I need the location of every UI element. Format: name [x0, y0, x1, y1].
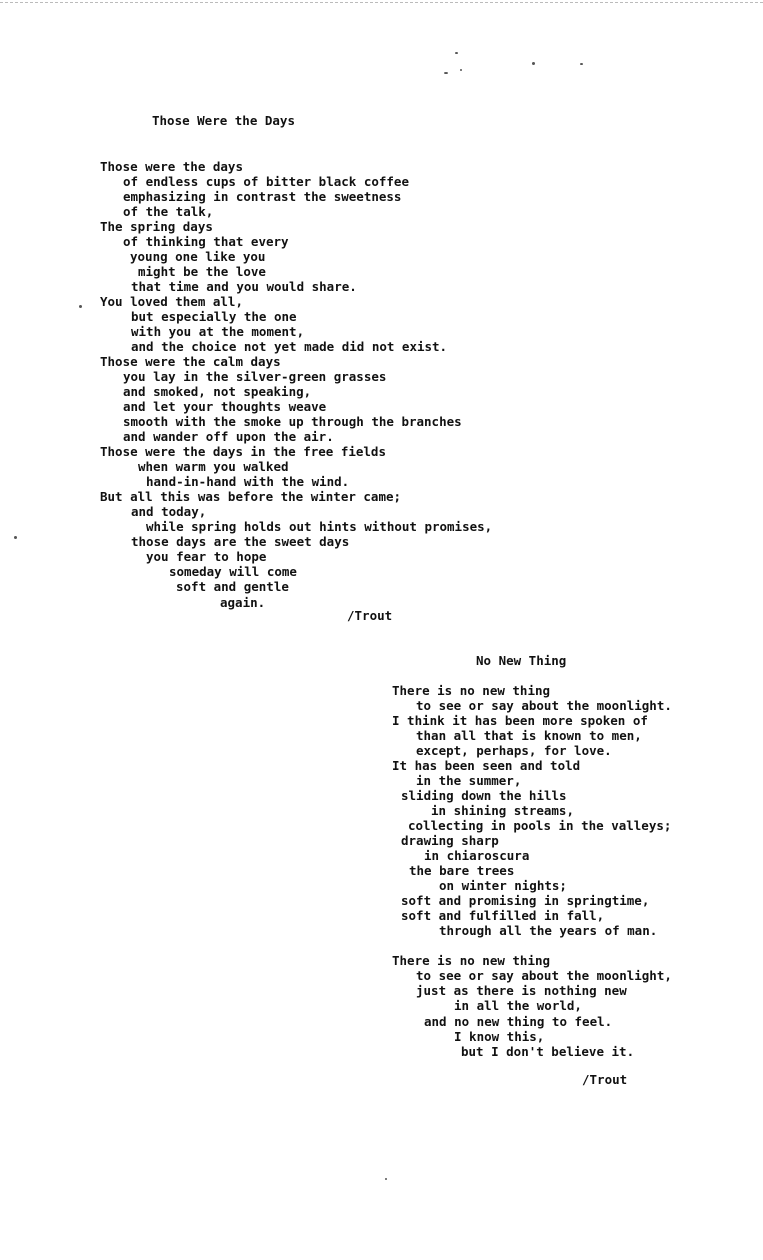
- page-top-edge: [0, 2, 763, 3]
- scan-speck: [79, 305, 82, 308]
- poem2-line: in shining streams,: [431, 803, 574, 818]
- poem2-signature: /Trout: [582, 1072, 628, 1087]
- poem2-line: in all the world,: [454, 998, 582, 1013]
- scan-speck: [460, 69, 462, 71]
- poem2-line: on winter nights;: [439, 878, 567, 893]
- poem1-line: soft and gentle: [176, 579, 289, 594]
- poem2-line: to see or say about the moonlight,: [416, 968, 672, 983]
- poem1-line: with you at the moment,: [131, 324, 305, 339]
- poem2-line: in chiaroscura: [424, 848, 530, 863]
- poem2-line: collecting in pools in the valleys;: [408, 818, 672, 833]
- poem2-line: There is no new thing: [392, 683, 551, 698]
- poem1-line: you lay in the silver-green grasses: [123, 369, 387, 384]
- poem1-line: Those were the days: [100, 159, 243, 174]
- poem1-signature: /Trout: [347, 608, 393, 623]
- poem2-line: to see or say about the moonlight.: [416, 698, 672, 713]
- poem1-line: and let your thoughts weave: [123, 399, 327, 414]
- poem1-line: again.: [220, 595, 266, 610]
- poem1-line: but especially the one: [131, 309, 297, 324]
- poem2-line: It has been seen and told: [392, 758, 581, 773]
- poem1-line: emphasizing in contrast the sweetness: [123, 189, 402, 204]
- scan-speck: [580, 63, 583, 65]
- poem1-line: of the talk,: [123, 204, 214, 219]
- poem2-line: through all the years of man.: [439, 923, 658, 938]
- scan-speck: [14, 536, 17, 539]
- poem1-line: You loved them all,: [100, 294, 243, 309]
- poem2-line: except, perhaps, for love.: [416, 743, 612, 758]
- poem2-line: the bare trees: [409, 863, 515, 878]
- poem2-line: sliding down the hills: [401, 788, 567, 803]
- poem1-line: you fear to hope: [146, 549, 267, 564]
- scan-speck: [455, 52, 458, 54]
- poem1-line: Those were the calm days: [100, 354, 281, 369]
- poem1-line: when warm you walked: [138, 459, 289, 474]
- poem1-line: that time and you would share.: [131, 279, 357, 294]
- poem1-line: and smoked, not speaking,: [123, 384, 312, 399]
- poem1-line: Those were the days in the free fields: [100, 444, 386, 459]
- poem1-line: those days are the sweet days: [131, 534, 350, 549]
- poem1-line: someday will come: [169, 564, 297, 579]
- poem1-title: Those Were the Days: [152, 113, 295, 128]
- scan-speck: [385, 1178, 387, 1180]
- poem2-line: I think it has been more spoken of: [392, 713, 648, 728]
- poem1-line: young one like you: [130, 249, 266, 264]
- poem2-line: drawing sharp: [401, 833, 499, 848]
- poem1-line: of endless cups of bitter black coffee: [123, 174, 409, 189]
- poem1-line: smooth with the smoke up through the branches: [123, 414, 462, 429]
- poem2-line: I know this,: [454, 1029, 545, 1044]
- poem1-line: hand-in-hand with the wind.: [146, 474, 350, 489]
- poem2-line: than all that is known to men,: [416, 728, 642, 743]
- poem2-title: No New Thing: [476, 653, 567, 668]
- poem1-line: of thinking that every: [123, 234, 289, 249]
- poem2-line: but I don't believe it.: [461, 1044, 635, 1059]
- poem2-line: soft and fulfilled in fall,: [401, 908, 605, 923]
- poem2-line: soft and promising in springtime,: [401, 893, 650, 908]
- poem1-line: The spring days: [100, 219, 213, 234]
- poem1-line: and today,: [131, 504, 207, 519]
- scan-speck: [532, 62, 535, 65]
- poem2-line: in the summer,: [416, 773, 522, 788]
- poem1-line: might be the love: [138, 264, 266, 279]
- poem1-line: and wander off upon the air.: [123, 429, 334, 444]
- poem2-line: and no new thing to feel.: [424, 1014, 613, 1029]
- poem1-line: But all this was before the winter came;: [100, 489, 402, 504]
- poem1-line: while spring holds out hints without promises,: [146, 519, 493, 534]
- scan-speck: [444, 72, 448, 74]
- poem2-line: just as there is nothing new: [416, 983, 627, 998]
- poem1-line: and the choice not yet made did not exist.: [131, 339, 448, 354]
- poem2-line: There is no new thing: [392, 953, 551, 968]
